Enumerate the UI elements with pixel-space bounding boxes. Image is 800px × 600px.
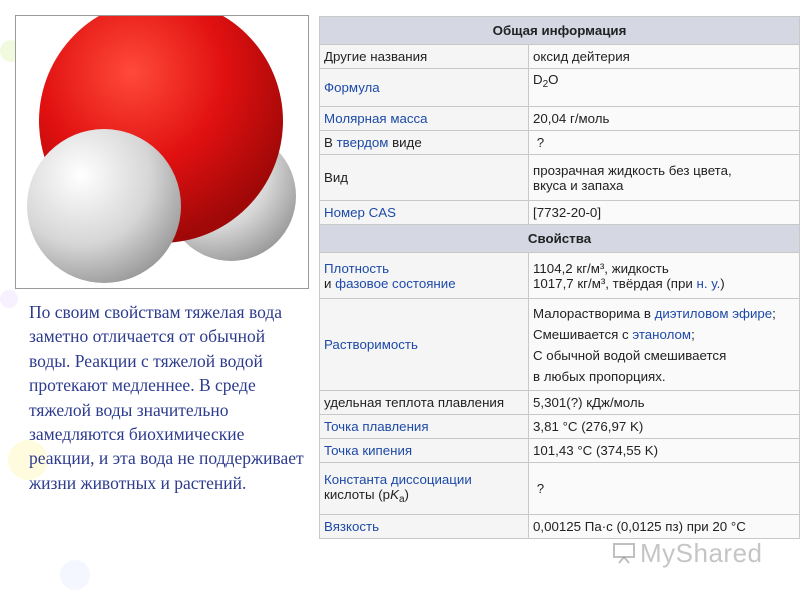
properties-header: Свойства bbox=[320, 225, 800, 253]
formula-o: O bbox=[548, 72, 559, 87]
table-row bbox=[320, 299, 800, 391]
table-row bbox=[320, 155, 800, 201]
formula-value bbox=[529, 69, 800, 107]
table-row bbox=[320, 131, 800, 155]
boiling-point-value: 101,43 °C (374,55 K) bbox=[529, 439, 800, 463]
heavy-water-description: По своим свойствам тяжелая вода заметно отличается от обычной воды. Реакции с тяжелой водой протекают медленнее. В среде тяжелой воды значительно замедляются биохимические реакции, и эта вода не поддерживает жизни животных и растений. bbox=[29, 302, 304, 493]
molecule-image bbox=[15, 15, 309, 289]
fusion-heat-label: удельная теплота плавления bbox=[320, 391, 529, 415]
diethyl-ether-link[interactable]: диэтиловом эфире bbox=[654, 305, 773, 321]
melting-point-link[interactable]: Точка плавления bbox=[324, 419, 429, 434]
formula-d: D bbox=[533, 72, 543, 87]
heavy-water-info-table bbox=[319, 16, 800, 539]
formula-subscript: 2 bbox=[542, 79, 549, 90]
viscosity-value: 0,00125 Па·с (0,0125 пз) при 20 °C bbox=[529, 515, 800, 539]
hydrogen-atom-left bbox=[27, 129, 181, 283]
formula-link[interactable]: Формула bbox=[324, 80, 380, 95]
table-row bbox=[320, 253, 800, 299]
dissociation-constant-label: Константа диссоциации кислоты $(pK_a)$ bbox=[320, 463, 529, 515]
decorative-sparkle bbox=[0, 290, 18, 308]
solubility-value: Малорастворима в диэтиловом эфире; Смешивается с этанолом; С обычной водой смешивается в любых пропорциях. bbox=[529, 299, 800, 391]
table-header-row bbox=[320, 17, 800, 45]
viscosity-link[interactable]: Вязкость bbox=[324, 519, 380, 534]
table-row bbox=[320, 463, 800, 515]
table-row bbox=[320, 439, 800, 463]
table-row bbox=[320, 201, 800, 225]
phase-state-link[interactable]: фазовое состояние bbox=[335, 275, 456, 291]
table-row bbox=[320, 415, 800, 439]
appearance-label: Вид bbox=[320, 155, 529, 201]
solid-state-label: В твердом виде bbox=[320, 131, 529, 155]
density-link[interactable]: Плотность bbox=[324, 260, 390, 276]
appearance-value: прозрачная жидкость без цвета, вкуса и запаха bbox=[529, 155, 800, 201]
other-names-label: Другие названия bbox=[320, 45, 529, 69]
normal-conditions-link[interactable]: н. у. bbox=[696, 275, 721, 291]
density-label: Плотность и фазовое состояние bbox=[320, 253, 529, 299]
table-row bbox=[320, 45, 800, 69]
ethanol-link[interactable]: этанолом bbox=[632, 326, 692, 342]
other-names-value: оксид дейтерия bbox=[529, 45, 800, 69]
boiling-point-link[interactable]: Точка кипения bbox=[324, 443, 413, 458]
dissociation-constant-link[interactable]: Константа диссоциации bbox=[324, 472, 472, 487]
decorative-sparkle bbox=[60, 560, 90, 590]
table-header-row bbox=[320, 225, 800, 253]
solid-link[interactable]: твердом bbox=[336, 135, 389, 150]
molar-mass-link[interactable]: Молярная масса bbox=[324, 111, 428, 126]
density-value: 1104,2 кг/м³, жидкость 1017,7 кг/м³, твёрдая (при н. у.) bbox=[529, 253, 800, 299]
dissociation-constant-value: ? bbox=[529, 463, 800, 515]
solubility-link[interactable]: Растворимость bbox=[324, 337, 418, 352]
table-row bbox=[320, 69, 800, 107]
table-row bbox=[320, 515, 800, 539]
molar-mass-value: 20,04 г/моль bbox=[529, 107, 800, 131]
solid-state-value: ? bbox=[529, 131, 800, 155]
table-row bbox=[320, 107, 800, 131]
table-row bbox=[320, 391, 800, 415]
general-info-header: Общая информация bbox=[320, 17, 800, 45]
melting-point-value: 3,81 °C (276,97 K) bbox=[529, 415, 800, 439]
myshared-watermark: MyShared bbox=[640, 538, 763, 568]
cas-number-value: [7732-20-0] bbox=[529, 201, 800, 225]
cas-number-link[interactable]: Номер CAS bbox=[324, 205, 396, 220]
fusion-heat-value: 5,301(?) кДж/моль bbox=[529, 391, 800, 415]
